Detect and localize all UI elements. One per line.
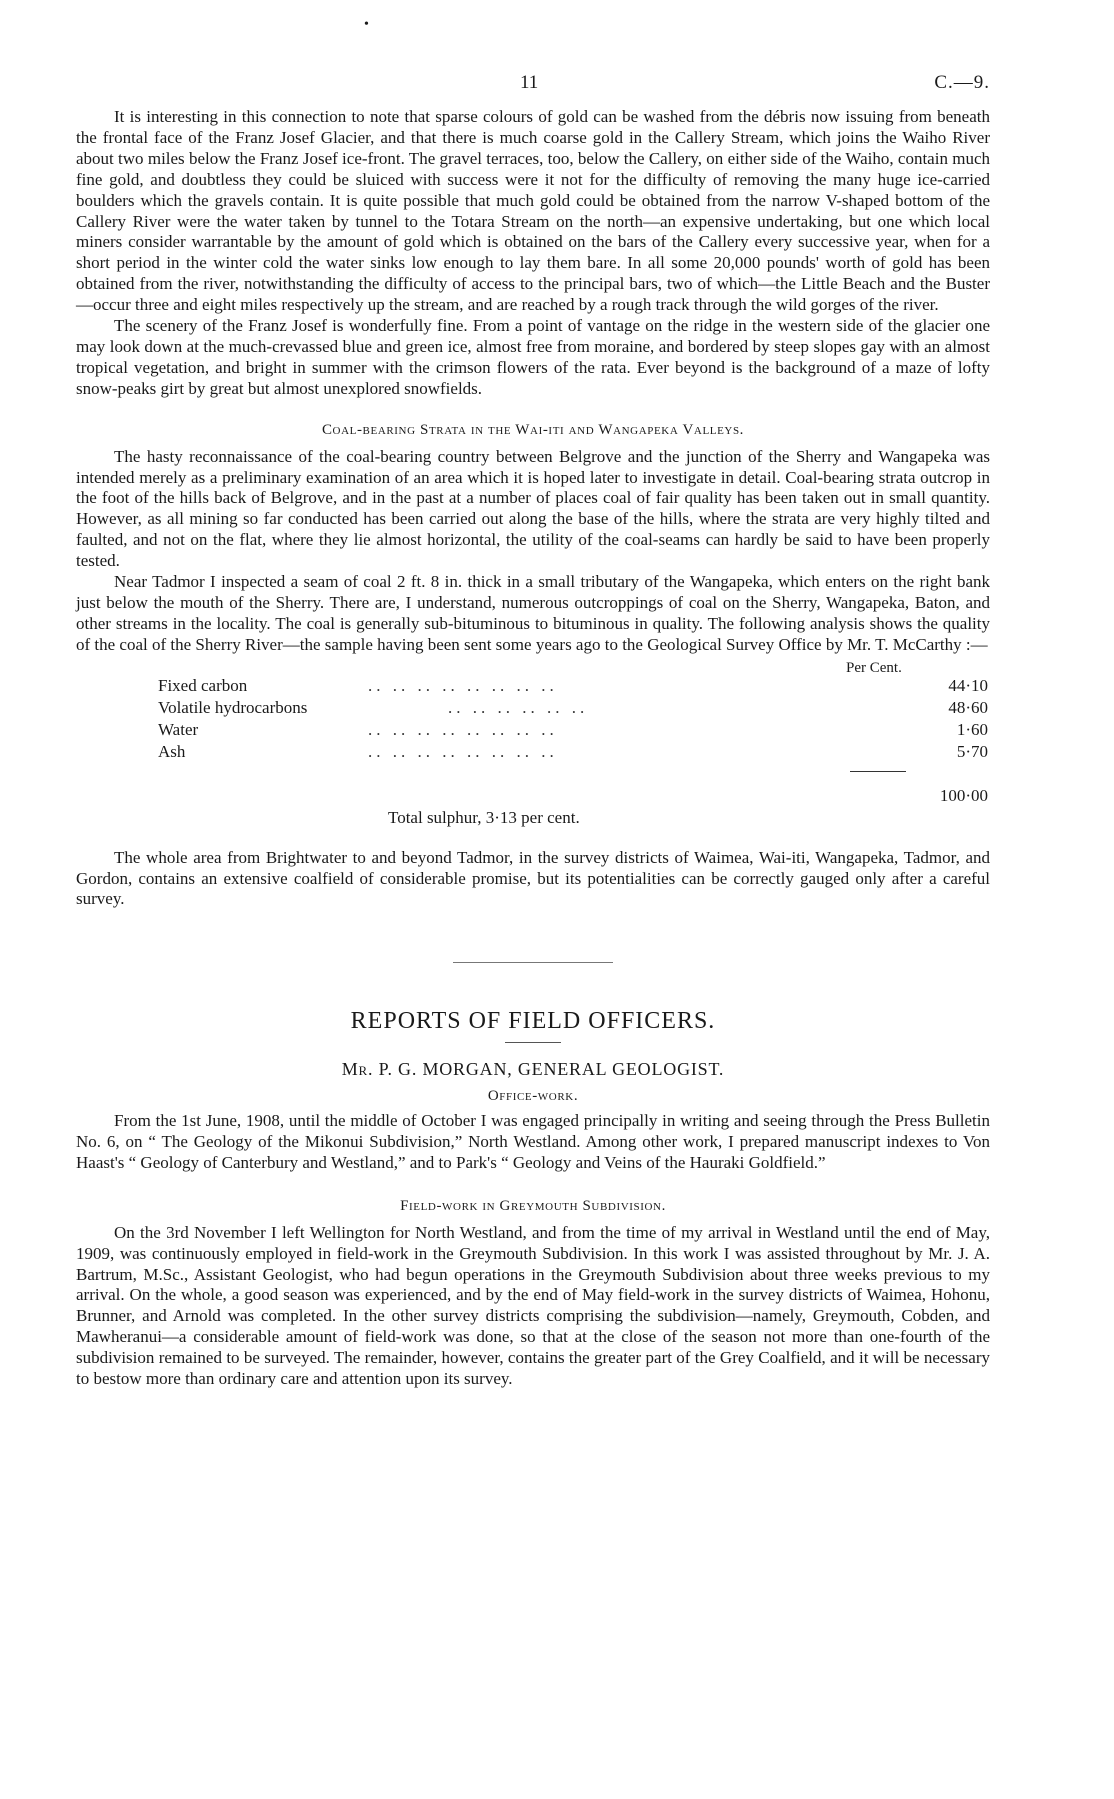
- analysis-row: [158, 720, 988, 742]
- page-number: 11: [520, 72, 539, 93]
- analysis-label: Water: [158, 719, 199, 739]
- analysis-value: 44·10: [948, 675, 988, 695]
- paragraph-field-work: On the 3rd November I left Wellington for North Westland, and from the time of my arrival in Westland until the end of May, 1909, was continuously employed in field-work in the Greymouth Subdivision. In this work I was assisted throughout by Mr. J. A. Bartrum, M.Sc., Assistant Geologist, who had begun operations in the Greymouth Subdivision about three weeks previous to my arrival. On the whole, a good season was experienced, and by the end of May field-work in the survey districts of Waimea, Hohonu, Brunner, and Arnold was completed. In the other survey districts comprising the subdivision—namely, Greymouth, Cobden, and Mawheranui—a considerable amount of field-work was done, so that at the close of the season not more than one-fourth of the subdivision remained to be surveyed. The remainder, however, contains the greater part of the Grey Coalfield, and it will be necessary to bestow more than ordinary care and attention upon its survey.: [76, 1222, 990, 1389]
- analysis-label: Fixed carbon: [158, 675, 248, 695]
- analysis-label: Ash: [158, 741, 186, 761]
- paragraph-franz-josef-scenery: The scenery of the Franz Josef is wonderfully fine. From a point of vantage on the ridge in the western side of the glacier one may look down at the much-crevassed blue and green ice, almost free from moraine, and bordered by steep slopes gay with an almost tropical vegetation, and bright in summer with the crimson flowers of the rata. Ever beyond is the background of a maze of lofty snow-peaks girt by great but almost unexplored snowfields.: [76, 316, 990, 398]
- main-title: REPORTS OF FIELD OFFICERS.: [350, 1008, 716, 1035]
- title-rule: [505, 1042, 561, 1043]
- paragraph-reconnaissance: The hasty reconnaissance of the coal-bearing country between Belgrove and the junction of the Sherry and Wangapeka was intended merely as a preliminary examination of an area which it is hoped later to investigate in detail. Coal-bearing strata outcrop in the foot of the hills back of Belgrove, and in the past at a number of places coal of fair quality has been taken out in small quantity. However, as all mining so far conducted has been carried out along the base of the hills, where the strata are very highly tilted and faulted, and not on the flat, where they lie almost horizontal, the utility of the coal-seams can hardly be said to have been properly tested.: [76, 446, 990, 571]
- paragraph-callery-gold: It is interesting in this connection to note that sparse colours of gold can be washed from the débris now issuing from beneath the frontal face of the Franz Josef Glacier, and that there is much coarse gold in the Callery Stream, which joins the Waiho River about two miles below the Franz Josef ice-front. The gravel terraces, too, below the Callery, on either side of the Waiho, contain much fine gold, and doubtless they could be sluiced with success were it not for the difficulty of removing the many huge ice-carried boulders which the gravels contain. It is quite possible that much gold could be obtained from the narrow V-shaped bottom of the Callery River were the water taken by tunnel to the Totara Stream on the north—an expensive undertaking, but one which local miners consider warrantable by the amount of gold which is obtained on the bars of the Callery every successive year, when for a short period in the winter cold the water sinks low enough to lay them bare. In all some 20,000 pounds' worth of gold has been obtained from the river, notwithstanding the difficulty of access to the principal bars, two of which—the Little Beach and the Buster—occur three and eight miles respectively up the stream, and are reached by a rough track through the wild gorges of the river.: [76, 107, 990, 315]
- document-reference: C.—9.: [934, 72, 990, 93]
- leader-dots: .. .. .. .. .. .. .. ..: [368, 675, 558, 695]
- analysis-label: Volatile hydrocarbons: [158, 697, 308, 717]
- stray-mark: •: [364, 17, 369, 32]
- officer-name: P. G. MORGAN, GENERAL GEOLOGIST.: [378, 1059, 725, 1080]
- analysis-value: 1·60: [956, 719, 988, 739]
- analysis-row: [158, 698, 988, 720]
- analysis-row: [158, 742, 988, 764]
- leader-dots: .. .. .. .. .. .. .. ..: [368, 741, 558, 761]
- officer-prefix: Mr.: [341, 1059, 374, 1080]
- paragraph-coalfield-promise: The whole area from Brightwater to and beyond Tadmor, in the survey districts of Waimea, Wai-iti, Wangapeka, Tadmor, and Gordon, contains an extensive coalfield of considerable promise, but its potentialities can be correctly gauged only after a careful survey.: [76, 847, 990, 909]
- leader-dots: .. .. .. .. .. ..: [448, 697, 589, 717]
- document-page: [76, 0, 990, 1799]
- officer-heading: [76, 1059, 990, 1080]
- analysis-total: 100·00: [939, 785, 988, 805]
- paragraph-tadmor-seam: Near Tadmor I inspected a seam of coal 2 ft. 8 in. thick in a small tributary of the Wangapeka, which enters on the right bank just below the mouth of the Sherry. There are, I understand, numerous outcroppings of coal on the Sherry, Wangapeka, Baton, and other streams in the locality. The coal is generally sub-bituminous to bituminous in quality. The following analysis shows the quality of the coal of the Sherry River—the sample having been sent some years ago to the Geological Survey Office by Mr. T. McCarthy :—: [76, 572, 990, 654]
- analysis-value: 48·60: [948, 697, 988, 717]
- analysis-unit-header: Per Cent.: [846, 659, 902, 676]
- section-heading-coal-strata: Coal-bearing Strata in the Wai-iti and Wangapeka Valleys.: [321, 421, 745, 438]
- section-divider: [453, 962, 613, 963]
- section-heading-field-work: Field-work in Greymouth Subdivision.: [400, 1197, 666, 1214]
- sum-rule: [850, 771, 906, 772]
- analysis-row: [158, 676, 988, 698]
- paragraph-office-work: From the 1st June, 1908, until the middle of October I was engaged principally in writing and seeing through the Press Bulletin No. 6, on “ The Geology of the Mikonui Subdivision,” North Westland. Among other work, I prepared manuscript indexes to Von Haast's “ Geology of Canterbury and Westland,” and to Park's “ Geology and Veins of the Hauraki Goldfield.”: [76, 1111, 990, 1172]
- coal-analysis-table: [76, 658, 990, 848]
- total-sulphur: Total sulphur, 3·13 per cent.: [388, 807, 580, 827]
- section-heading-office-work: Office-work.: [487, 1088, 579, 1105]
- leader-dots: .. .. .. .. .. .. .. ..: [368, 719, 558, 739]
- page-header: [76, 72, 990, 96]
- analysis-value: 5·70: [956, 741, 988, 761]
- page-body: [76, 107, 990, 1390]
